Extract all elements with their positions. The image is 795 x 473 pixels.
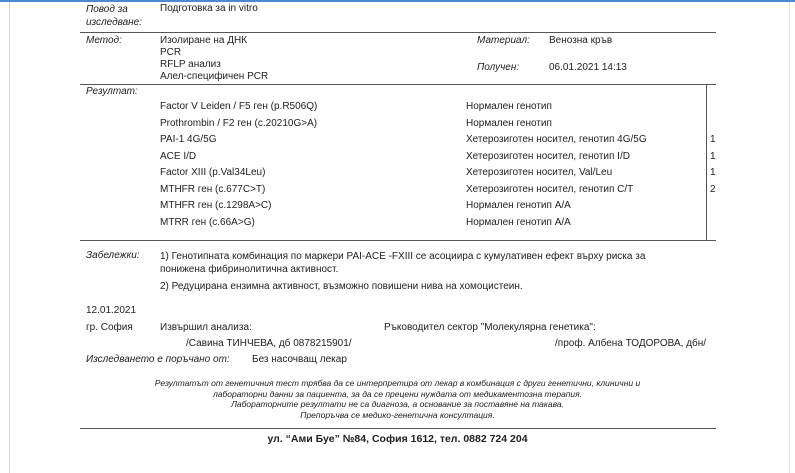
city: гр. София bbox=[86, 322, 133, 333]
result-result: Нормален генотип bbox=[466, 117, 552, 129]
result-marker: Prothrombin / F2 ген (c.20210G>A) bbox=[160, 117, 318, 129]
disclaimer bbox=[0, 378, 795, 420]
disclaimer-line: Резултатът от генетичния тест трябва да се интерпретира от лекар в комбинация с други генетични, клинични и bbox=[154, 378, 641, 388]
method-list bbox=[160, 35, 268, 83]
result-result: Нормален генотип A/A bbox=[466, 200, 571, 211]
result-marker: Factor XIII (p.Val34Leu) bbox=[160, 167, 266, 178]
method-item: Изолиране на ДНК bbox=[160, 35, 248, 46]
received-value: 06.01.2021 14:13 bbox=[549, 62, 627, 73]
result-marker: ACE I/D bbox=[160, 150, 197, 162]
result-score: 1 bbox=[710, 167, 716, 178]
result-marker: MTHFR ген (c.1298A>C) bbox=[160, 200, 272, 211]
result-marker: PAI-1 4G/5G bbox=[160, 134, 217, 145]
performed-name: /Савина ТИНЧЕВА, дб 0878215901/ bbox=[186, 338, 352, 349]
result-score: 1 bbox=[710, 134, 716, 145]
method-label: Метод: bbox=[86, 35, 122, 46]
disclaimer-line: лабораторни данни за пациента, за да се прецени нуждата от медикаментозна терапия. bbox=[212, 388, 583, 399]
result-result: Хетерозиготен носител, генотип 4G/5G bbox=[466, 134, 647, 145]
note-1-line: понижена фибринолитична активност. bbox=[160, 264, 339, 275]
divider bbox=[80, 32, 716, 33]
result-score: 2 bbox=[710, 183, 716, 195]
result-score: 1 bbox=[710, 150, 716, 162]
footer-address: ул. “Ами Буе” №84, София 1612, тел. 0882 724 204 bbox=[267, 433, 528, 445]
window-top-border bbox=[0, 0, 795, 2]
ordered-label: Изследването е поръчано от: bbox=[86, 354, 230, 365]
result-marker: MTRR ген (c.66A>G) bbox=[160, 216, 255, 228]
divider bbox=[80, 84, 716, 85]
method-item: Алел-специфичен PCR bbox=[160, 71, 269, 82]
method-item: RFLP анализ bbox=[160, 59, 221, 70]
result-result: Хетерозиготен носител, генотип C/T bbox=[466, 183, 634, 195]
disclaimer-line: Препоръчва се медико-генетична консултация. bbox=[300, 409, 495, 420]
performed-label: Извършил анализа: bbox=[160, 322, 252, 333]
ordered-value: Без насочващ лекар bbox=[252, 354, 347, 365]
result-result: Хетерозиготен носител, генотип I/D bbox=[466, 150, 630, 162]
material-value: Венозна кръв bbox=[549, 35, 613, 46]
head-name: /проф. Албена ТОДОРОВА, дбн/ bbox=[555, 338, 707, 349]
report-date: 12.01.2021 bbox=[86, 305, 137, 316]
result-result: Нормален генотип A/A bbox=[466, 216, 571, 228]
results-label: Резултат: bbox=[86, 86, 138, 97]
note-1 bbox=[160, 250, 645, 276]
method-item: PCR bbox=[160, 47, 182, 58]
result-result: Нормален генотип bbox=[466, 101, 552, 112]
result-result: Хетерозиготен носител, Val/Leu bbox=[466, 167, 613, 178]
head-label: Ръководител сектор "Молекулярна генетика": bbox=[384, 322, 596, 333]
material-label: Материал: bbox=[477, 35, 530, 46]
footer-divider bbox=[80, 428, 716, 429]
result-marker: MTHFR ген (c.677C>T) bbox=[160, 183, 266, 195]
reason-label: Повод за изследване: bbox=[86, 4, 143, 28]
divider bbox=[80, 240, 716, 241]
reason-value: Подготовка за in vitro bbox=[160, 3, 258, 14]
note-1-line: 1) Генотипната комбинация по маркери PAI-ACE -FXIII се асоциира с кумулативен ефект върху риска за bbox=[160, 251, 646, 262]
received-label: Получен: bbox=[477, 62, 520, 73]
notes-label: Забележки: bbox=[86, 250, 140, 261]
result-marker: Factor V Leiden / F5 ген (p.R506Q) bbox=[160, 101, 318, 112]
score-column-border bbox=[706, 84, 707, 240]
disclaimer-line: Лабораторните резултати не са диагноза, а основание за поставяне на такава. bbox=[231, 399, 564, 409]
note-2: 2) Редуцирана ензимна активност, възможно повишени нива на хомоцистеин. bbox=[160, 281, 523, 292]
